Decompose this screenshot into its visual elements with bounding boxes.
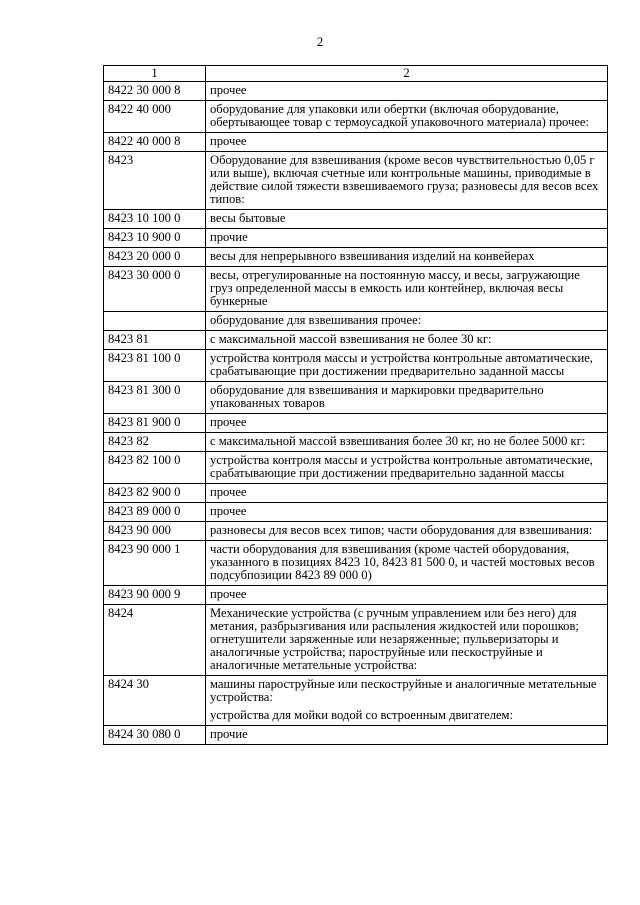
description-cell: весы, отрегулированные на постоянную массу, и весы, загружающие груз определенной массы в емкость или контейнер, включая весы бункерные [206, 267, 608, 312]
description-cell: прочее [206, 414, 608, 433]
description-cell: оборудование для упаковки или обертки (включая оборудование, обертывающее товар с термоусадкой упаковочного материала) прочее: [206, 101, 608, 133]
table-row [104, 229, 608, 248]
tnved-code-cell: 8424 [104, 605, 206, 676]
table-row [104, 312, 608, 331]
column-header-2: 2 [206, 66, 608, 82]
table-row [104, 331, 608, 350]
table-row [104, 133, 608, 152]
tnved-code-cell: 8423 81 [104, 331, 206, 350]
table-row [104, 484, 608, 503]
tnved-code-cell: 8423 89 000 0 [104, 503, 206, 522]
table-row [104, 541, 608, 586]
description-cell: с максимальной массой взвешивания более 30 кг, но не более 5000 кг: [206, 433, 608, 452]
tnved-code-cell: 8424 30 080 0 [104, 726, 206, 745]
tnved-code-cell [104, 707, 206, 726]
description-cell: прочее [206, 133, 608, 152]
table-row [104, 586, 608, 605]
table-row [104, 101, 608, 133]
table-row [104, 605, 608, 676]
table-row [104, 433, 608, 452]
table-row [104, 522, 608, 541]
tnved-code-cell: 8423 [104, 152, 206, 210]
table-row [104, 414, 608, 433]
description-cell: прочее [206, 82, 608, 101]
table-row [104, 350, 608, 382]
description-cell: части оборудования для взвешивания (кроме частей оборудования, указанного в позициях 8423 10, 8423 81 500 0, и частей мостовых весов подсубпозиции 8423 89 000 0) [206, 541, 608, 586]
tnved-code-cell: 8422 40 000 [104, 101, 206, 133]
table-row [104, 707, 608, 726]
table-row [104, 82, 608, 101]
description-cell: весы для непрерывного взвешивания изделий на конвейерах [206, 248, 608, 267]
tnved-code-cell: 8422 40 000 8 [104, 133, 206, 152]
table-row [104, 452, 608, 484]
description-cell: с максимальной массой взвешивания не более 30 кг: [206, 331, 608, 350]
column-header-1: 1 [104, 66, 206, 82]
table-body [104, 82, 608, 745]
description-cell: оборудование для взвешивания прочее: [206, 312, 608, 331]
table-row [104, 267, 608, 312]
tnved-code-cell: 8423 90 000 [104, 522, 206, 541]
tnved-code-cell: 8423 81 300 0 [104, 382, 206, 414]
table-row [104, 382, 608, 414]
tnved-code-cell: 8423 82 [104, 433, 206, 452]
tnved-code-cell: 8423 90 000 1 [104, 541, 206, 586]
table-row [104, 676, 608, 708]
description-cell: прочие [206, 726, 608, 745]
tariff-table [103, 65, 608, 745]
description-cell: устройства для мойки водой со встроенным двигателем: [206, 707, 608, 726]
table-row [104, 248, 608, 267]
tnved-code-cell: 8423 82 900 0 [104, 484, 206, 503]
page-number: 2 [316, 34, 324, 49]
description-cell: оборудование для взвешивания и маркировки предварительно упакованных товаров [206, 382, 608, 414]
description-cell: машины пароструйные или пескоструйные и аналогичные метательные устройства: [206, 676, 608, 708]
description-cell: устройства контроля массы и устройства контрольные автоматические, срабатывающие при достижении предварительно заданной массы [206, 452, 608, 484]
tnved-code-cell: 8423 82 100 0 [104, 452, 206, 484]
tnved-code-cell: 8423 30 000 0 [104, 267, 206, 312]
table-row [104, 726, 608, 745]
table-row [104, 152, 608, 210]
tnved-code-cell: 8423 81 100 0 [104, 350, 206, 382]
description-cell: Оборудование для взвешивания (кроме весов чувствительностью 0,05 г или выше), включая счетные или контрольные машины, приводимые в действие силой тяжести взвешиваемого груза; разновесы для весов всех типов: [206, 152, 608, 210]
table-row [104, 210, 608, 229]
tnved-code-cell: 8423 20 000 0 [104, 248, 206, 267]
tnved-code-cell: 8424 30 [104, 676, 206, 708]
tnved-code-cell: 8423 90 000 9 [104, 586, 206, 605]
description-cell: разновесы для весов всех типов; части оборудования для взвешивания: [206, 522, 608, 541]
tnved-code-cell: 8423 81 900 0 [104, 414, 206, 433]
description-cell: прочее [206, 503, 608, 522]
description-cell: Механические устройства (с ручным управлением или без него) для метания, разбрызгивания или распыления жидкостей или порошков; огнетушители заряженные или незаряженные; пульверизаторы и аналогичные устройства; пароструйные или пескоструйные и аналогичные метательные устройства: [206, 605, 608, 676]
tnved-code-cell: 8423 10 100 0 [104, 210, 206, 229]
description-cell: весы бытовые [206, 210, 608, 229]
tnved-code-cell [104, 312, 206, 331]
description-cell: прочие [206, 229, 608, 248]
description-cell: устройства контроля массы и устройства контрольные автоматические, срабатывающие при достижении предварительно заданной массы [206, 350, 608, 382]
table-header-row [104, 66, 608, 82]
table-row [104, 503, 608, 522]
description-cell: прочее [206, 484, 608, 503]
tnved-code-cell: 8423 10 900 0 [104, 229, 206, 248]
description-cell: прочее [206, 586, 608, 605]
tnved-code-cell: 8422 30 000 8 [104, 82, 206, 101]
